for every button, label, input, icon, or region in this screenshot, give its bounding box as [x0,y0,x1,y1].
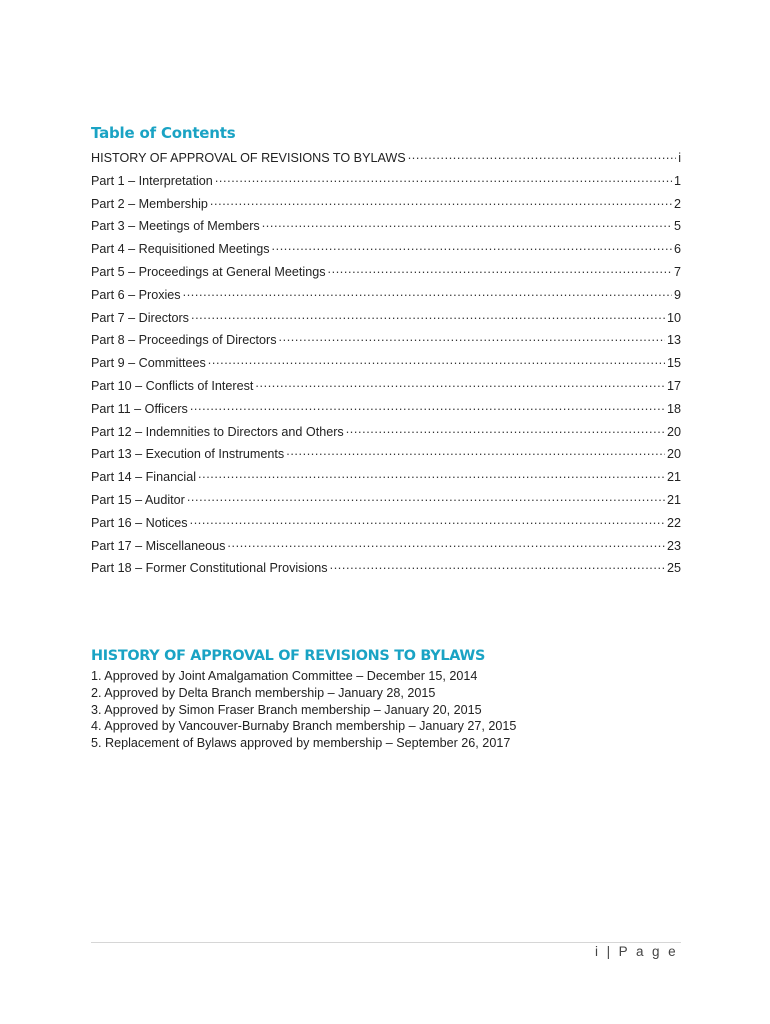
toc-entry-title: Part 1 – Interpretation [91,173,213,188]
toc-entry-title: Part 12 – Indemnities to Directors and Others [91,424,344,439]
toc-list [91,148,681,581]
toc-entry-page: 22 [666,515,681,530]
toc-entry-title: Part 15 – Auditor [91,492,185,507]
toc-entry-page: 20 [666,424,681,439]
toc-entry-page: i [678,151,681,165]
toc-entry[interactable] [91,422,681,445]
toc-entry[interactable] [91,353,681,376]
toc-entry-title: Part 13 – Execution of Instruments [91,447,285,462]
toc-heading: Table of Contents [91,124,236,142]
page-number-footer: i | P a g e [595,944,678,959]
toc-dot-leader [272,241,672,253]
toc-entry-title: Part 2 – Membership [91,196,208,211]
toc-entry[interactable] [91,285,681,308]
history-item: 2. Approved by Delta Branch membership – January 28, 2015 [91,685,436,700]
toc-dot-leader [190,401,665,413]
toc-entry-title: Part 16 – Notices [91,515,188,530]
toc-dot-leader [279,332,665,344]
toc-entry-title: Part 6 – Proxies [91,287,181,302]
toc-entry-title: Part 3 – Meetings of Members [91,219,260,234]
history-heading: HISTORY OF APPROVAL OF REVISIONS TO BYLAWS [91,648,486,664]
toc-entry[interactable] [91,239,681,262]
toc-entry-page: 2 [673,196,681,211]
toc-dot-leader [330,560,665,572]
history-item: 1. Approved by Joint Amalgamation Committee – December 15, 2014 [91,669,478,683]
history-item: 5. Replacement of Bylaws approved by membership – September 26, 2017 [91,736,511,751]
toc-entry[interactable] [91,308,681,331]
toc-dot-leader [183,287,672,299]
history-list [91,668,516,752]
toc-entry[interactable] [91,171,681,194]
toc-dot-leader [187,492,665,504]
toc-entry-page: 21 [666,492,681,507]
toc-entry-title: Part 4 – Requisitioned Meetings [91,242,270,257]
toc-entry[interactable] [91,558,681,581]
toc-entry-title: Part 18 – Former Constitutional Provisions [91,561,328,576]
toc-entry-title: Part 11 – Officers [91,401,188,416]
toc-entry-page: 9 [673,287,681,302]
toc-entry[interactable] [91,216,681,239]
toc-dot-leader [328,264,672,276]
toc-entry-page: 15 [666,356,681,371]
toc-entry[interactable] [91,330,681,353]
toc-entry-title: Part 7 – Directors [91,310,189,325]
toc-entry[interactable] [91,376,681,399]
history-item: 3. Approved by Simon Fraser Branch membership – January 20, 2015 [91,702,482,717]
toc-entry-title: Part 10 – Conflicts of Interest [91,378,254,393]
toc-dot-leader [210,196,672,208]
toc-entry[interactable] [91,262,681,285]
toc-entry-title: HISTORY OF APPROVAL OF REVISIONS TO BYLAWS [91,151,406,165]
toc-entry-page: 1 [673,173,681,188]
toc-entry-page: 25 [666,561,681,576]
toc-dot-leader [286,446,665,458]
toc-entry-page: 7 [673,264,681,279]
toc-dot-leader [227,538,665,550]
toc-entry[interactable] [91,536,681,559]
toc-entry-page: 23 [666,538,681,553]
toc-entry[interactable] [91,444,681,467]
toc-dot-leader [190,515,665,527]
toc-entry[interactable] [91,399,681,422]
toc-dot-leader [255,378,665,390]
toc-dot-leader [198,469,665,481]
toc-entry-page: 20 [666,447,681,462]
toc-dot-leader [215,173,672,185]
toc-dot-leader [208,355,665,367]
toc-entry-title: Part 5 – Proceedings at General Meetings [91,264,326,279]
toc-entry-page: 21 [666,470,681,485]
toc-entry-page: 5 [673,219,681,234]
toc-entry[interactable] [91,148,681,171]
toc-entry-page: 18 [666,401,681,416]
toc-dot-leader [191,310,665,322]
toc-entry-title: Part 17 – Miscellaneous [91,538,226,553]
toc-entry-page: 10 [666,310,681,325]
toc-entry[interactable] [91,194,681,217]
toc-entry-title: Part 9 – Committees [91,356,206,371]
toc-entry[interactable] [91,490,681,513]
toc-entry[interactable] [91,513,681,536]
toc-dot-leader [346,424,665,436]
toc-entry-page: 6 [673,242,681,257]
toc-entry-title: Part 8 – Proceedings of Directors [91,333,277,348]
toc-entry-page: 17 [666,378,681,393]
footer-divider [91,942,681,943]
toc-dot-leader [262,218,672,230]
history-item: 4. Approved by Vancouver-Burnaby Branch membership – January 27, 2015 [91,719,517,734]
toc-entry-page: 13 [666,333,681,348]
toc-entry[interactable] [91,467,681,490]
toc-dot-leader [408,150,676,162]
toc-entry-title: Part 14 – Financial [91,470,197,485]
